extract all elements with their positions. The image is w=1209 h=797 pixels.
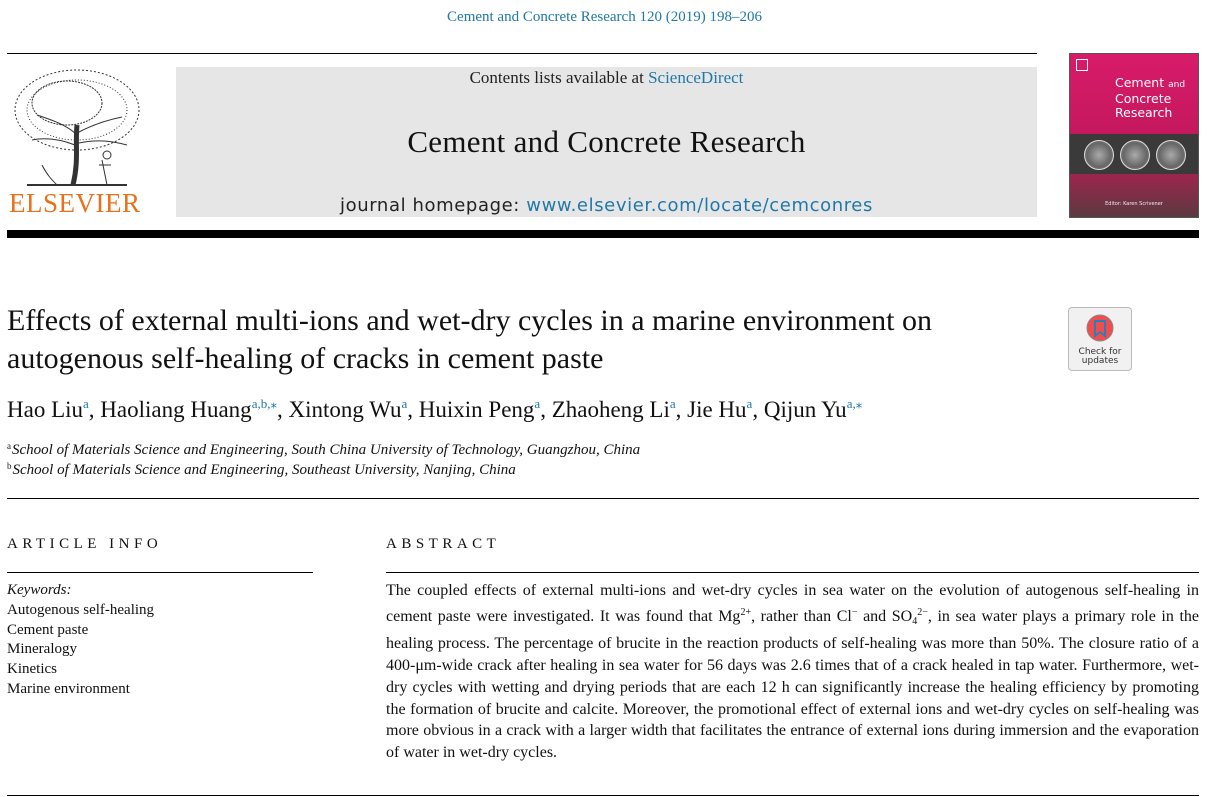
author-affiliation-mark[interactable]: a: [534, 396, 541, 411]
abstract-text-part: , rather than Cl: [751, 607, 852, 625]
ion-subscript: 4: [912, 615, 918, 627]
abstract-text-part: , in sea water plays a primary role in the healing process. The percentage of brucite in the reaction products of self-healing was more than 50%. The closure ratio of a 400-μm-wide crack after healing in sea water for 56 days was 2.6 times that of a crack healed in tap water. Furthermore, wet-dry cycles with wetting and drying periods that are each 12 h can significantly increase the healing efficiency by promoting the formation of brucite and calcite. Moreover, the promotional effect of external ions and wet-dry cycles on self-healing was more obvious in a crack with a larger width that facilitates the entrance of external ions during immersion and the evaporation of water in wet-dry cycles.: [386, 607, 1200, 762]
journal-citation-link[interactable]: Cement and Concrete Research 120 (2019) 198–206: [447, 9, 762, 25]
author-name[interactable]: Hao Liu: [7, 397, 84, 422]
cover-micrograph-3: [1156, 140, 1186, 170]
contents-prefix: Contents lists available at: [469, 68, 649, 87]
keyword-item[interactable]: Kinetics: [7, 661, 57, 678]
tree-icon: [7, 65, 145, 190]
cover-title-and: and: [1168, 80, 1186, 90]
keywords-list: [7, 601, 154, 700]
abstract-text-part: The coupled effects of external multi-ions and wet-dry cycles in sea water on the evolution of autogenous self-healing in cement paste were investigated. It was found that Mg: [386, 582, 1199, 625]
article-info-divider: [7, 572, 313, 573]
journal-cover-thumbnail[interactable]: [1069, 53, 1199, 218]
cover-title-line2: Concrete: [1115, 91, 1172, 106]
keyword-item[interactable]: Cement paste: [7, 621, 89, 638]
journal-title: Cement and Concrete Research: [407, 124, 806, 159]
author-name[interactable]: Zhaoheng Li: [551, 397, 670, 422]
abstract-divider: [386, 572, 1199, 573]
ion-charge: 2−: [917, 606, 928, 618]
journal-homepage: [176, 195, 1037, 216]
contents-availability: [176, 68, 1037, 88]
author-name[interactable]: Huixin Peng: [418, 397, 535, 422]
author-affiliation-mark[interactable]: a: [669, 396, 676, 411]
bottom-divider: [7, 795, 1199, 796]
abstract-heading: ABSTRACT: [386, 536, 501, 552]
cover-title-line1: Cement: [1115, 75, 1165, 90]
homepage-prefix: journal homepage:: [340, 195, 527, 216]
author-affiliation-mark[interactable]: a,⁎: [846, 396, 863, 411]
affiliation: [7, 461, 516, 479]
author-affiliation-mark[interactable]: a: [83, 396, 89, 411]
affiliation-text: School of Materials Science and Engineering, South China University of Technology, Guangzhou, China: [12, 442, 641, 458]
author-name[interactable]: Qijun Yu: [763, 397, 847, 422]
affiliation-mark: b: [7, 461, 12, 471]
cover-editor: Editor: Karen Scrivener: [1105, 201, 1163, 207]
author-affiliation-mark[interactable]: a: [746, 396, 753, 411]
elsevier-wordmark: ELSEVIER: [9, 188, 141, 218]
affiliation-text: School of Materials Science and Engineering, Southeast University, Nanjing, China: [12, 462, 516, 478]
keywords-label: Keywords:: [7, 582, 72, 598]
sciencedirect-link[interactable]: ScienceDirect: [648, 68, 744, 87]
section-divider: [7, 498, 1199, 499]
author-name[interactable]: Jie Hu: [687, 397, 747, 422]
affiliation: [7, 441, 640, 459]
author-list: Hao Liu$^a$, Haoliang Huang$^{a,b,⁎}$, Xintong Wu$^a$, Huixin Peng$^a$, Zhaoheng Li$^a$, Jie Hu$^a$, Qijun $Yu^{a,⁎}$: [7, 396, 863, 422]
check-updates-label: [1069, 348, 1131, 366]
header-thick-divider: [7, 230, 1199, 238]
author-affiliation-mark[interactable]: a,b,⁎: [251, 396, 277, 411]
article-info-heading: ARTICLE INFO: [7, 536, 163, 552]
cover-title-line3: Research: [1115, 105, 1173, 120]
abstract-text-part: and SO: [857, 607, 913, 625]
author-name[interactable]: Xintong Wu: [288, 397, 402, 422]
article-title: Effects of external multi-ions and wet-dry cycles in a marine environment on autogenous self-healing of cracks in cement paste: [7, 304, 932, 375]
author-name[interactable]: Haoliang Huang: [100, 397, 252, 422]
top-divider: [7, 53, 1037, 54]
cover-title: [1115, 76, 1185, 120]
homepage-link[interactable]: www.elsevier.com/locate/cemconres: [526, 195, 873, 216]
cover-micrograph-1: [1084, 140, 1114, 170]
cover-elsevier-icon: [1076, 59, 1088, 71]
keyword-item[interactable]: Autogenous self-healing: [7, 602, 155, 618]
keyword-item[interactable]: Marine environment: [7, 680, 130, 697]
cover-micrograph-2: [1120, 140, 1150, 170]
check-label-line2: updates: [1081, 356, 1119, 366]
abstract-body: [386, 580, 1199, 764]
crossmark-icon: [1086, 314, 1114, 344]
keyword-item[interactable]: Mineralogy: [7, 641, 77, 658]
ion-charge: −: [851, 606, 858, 618]
affiliation-mark: a: [7, 441, 11, 451]
author-affiliation-mark[interactable]: a: [401, 396, 408, 411]
check-for-updates-button[interactable]: [1068, 307, 1132, 371]
ion-charge: 2+: [740, 606, 752, 618]
check-label-line1: Check for: [1078, 347, 1122, 357]
